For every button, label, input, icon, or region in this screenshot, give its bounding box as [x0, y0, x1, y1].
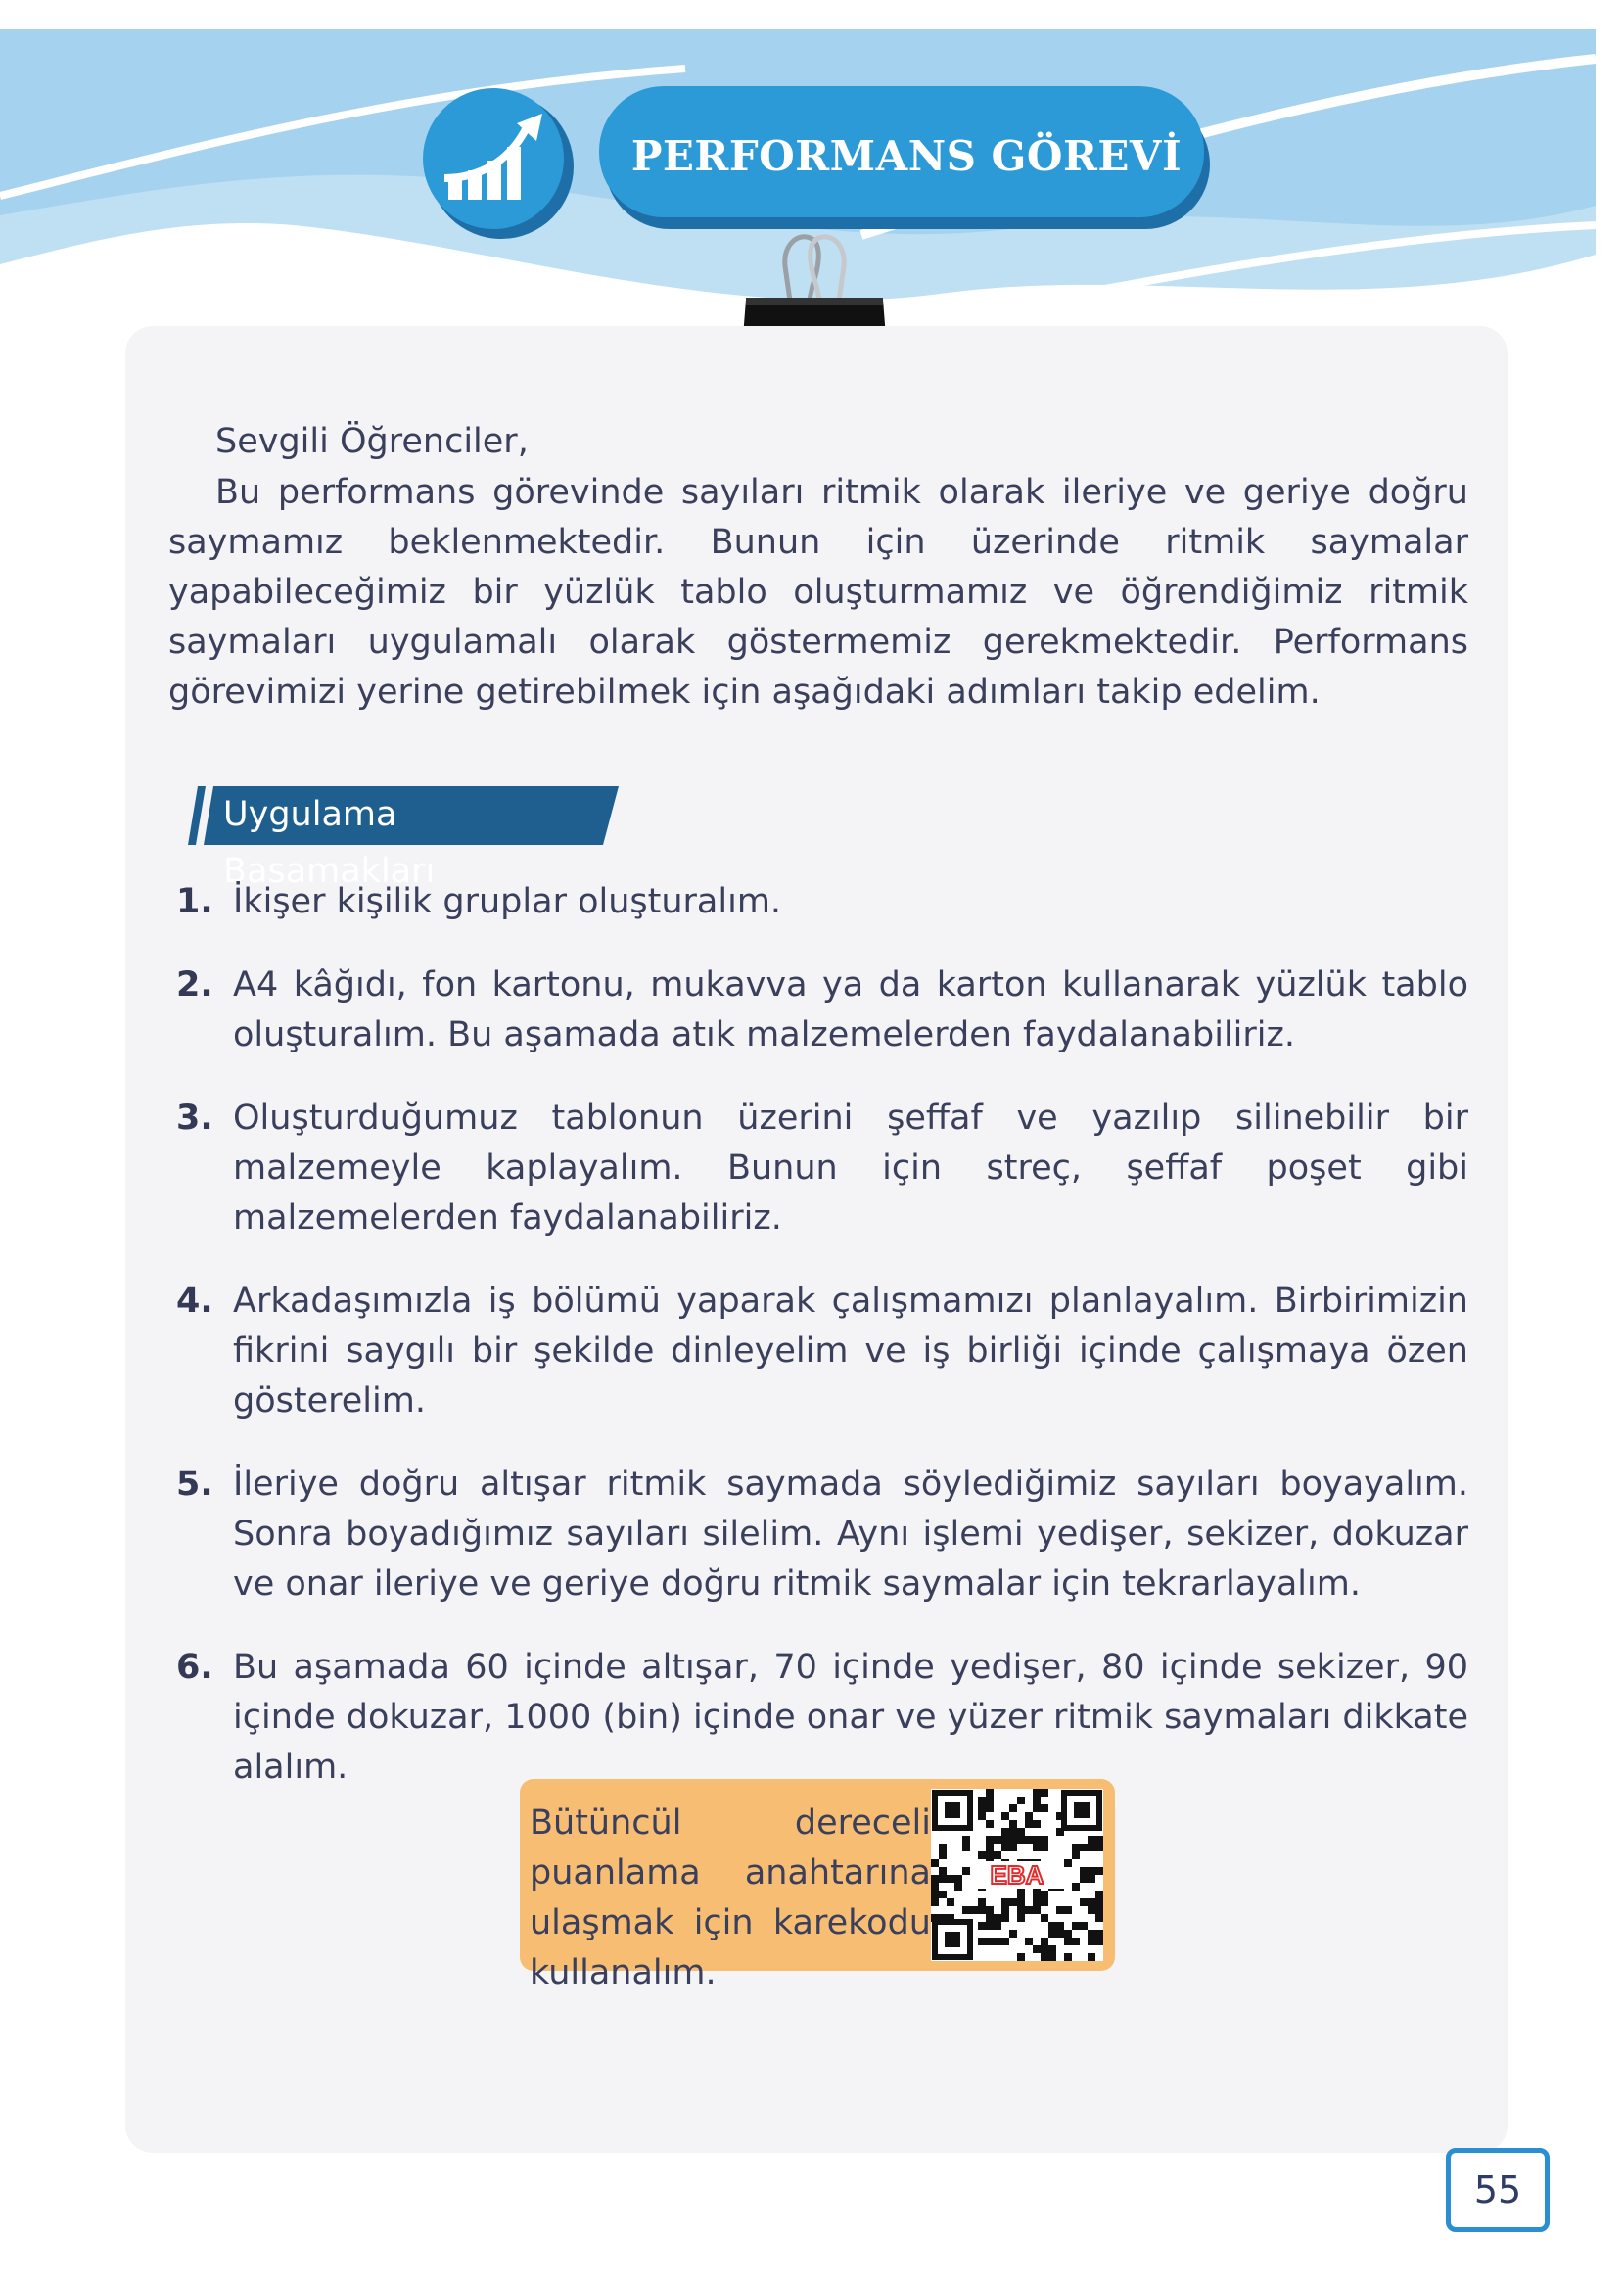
- step-text: İkişer kişilik gruplar oluşturalım.: [233, 882, 782, 921]
- list-item: [168, 1460, 1468, 1610]
- step-text: Oluşturduğumuz tablonun üzerini şeffaf ve yazılıp silinebilir bir malzemeyle kaplayalım. Bunun için streç, şeffaf poşet gibi malzemelerden faydalanabiliriz.: [233, 1099, 1468, 1238]
- page-title: PERFORMANS GÖREVİ: [630, 131, 1183, 180]
- step-number: 5.: [176, 1465, 213, 1504]
- list-item: [168, 1643, 1468, 1793]
- step-number: 1.: [176, 882, 213, 921]
- step-number: 4.: [176, 1282, 213, 1321]
- intro-paragraph: Bu performans görevinde sayıları ritmik olarak ileriye ve geriye doğru saymamız beklenmektedir. Bunun için üzerinde ritmik saymalar yapabileceğimiz bir yüzlük tablo oluşturmamız ve öğrendiğimiz ritmik saymaları uygulamalı olarak göstermemiz gerekmektedir. Performans görevimizi yerine getirebilmek için aşağıdaki adımları takip edelim.: [168, 473, 1468, 712]
- list-item: [168, 877, 1468, 927]
- step-number: 3.: [176, 1099, 213, 1138]
- qr-info-box: [520, 1779, 1115, 1992]
- step-text: Bu aşamada 60 içinde altışar, 70 içinde yedişer, 80 içinde sekizer, 90 içinde dokuzar, 1000 (bin) içinde onar ve yüzer ritmik saymaları dikkate alalım.: [233, 1648, 1468, 1787]
- qr-instruction: Bütüncül dereceli puanlama anahtarına ulaşmak için karekodu kullanalım.: [530, 1803, 931, 1992]
- page-number: 55: [1446, 2148, 1550, 2232]
- eba-logo: EBA: [990, 1860, 1044, 1890]
- steps-list: [168, 877, 1468, 1826]
- step-text: A4 kâğıdı, fon kartonu, mukavva ya da karton kullanarak yüzlük tablo oluşturalım. Bu aşamada atık malzemelerden faydalanabiliriz.: [233, 965, 1468, 1054]
- qr-code[interactable]: [931, 1789, 1103, 1961]
- step-text: Arkadaşımızla iş bölümü yaparak çalışmamızı planlayalım. Birbirimizin fikrini saygılı bir şekilde dinleyelim ve iş birliği içinde çalışmaya özen gösterelim.: [233, 1282, 1468, 1421]
- list-item: [168, 1094, 1468, 1243]
- list-item: [168, 1277, 1468, 1426]
- title-pill: [599, 86, 1214, 233]
- step-text: İleriye doğru altışar ritmik saymada söylediğimiz sayıları boyayalım. Sonra boyadığımız sayıları silelim. Aynı işlemi yedişer, sekizer, dokuzar ve onar ileriye ve geriye doğru ritmik saymalar için tekrarlayalım.: [233, 1465, 1468, 1604]
- growth-chart-icon: [419, 84, 576, 241]
- step-number: 6.: [176, 1648, 213, 1687]
- greeting: Sevgili Öğrenciler,: [215, 422, 529, 461]
- section-header: [188, 786, 619, 891]
- step-number: 2.: [176, 965, 213, 1005]
- list-item: [168, 960, 1468, 1060]
- section-title: Uygulama Basamakları: [223, 795, 436, 891]
